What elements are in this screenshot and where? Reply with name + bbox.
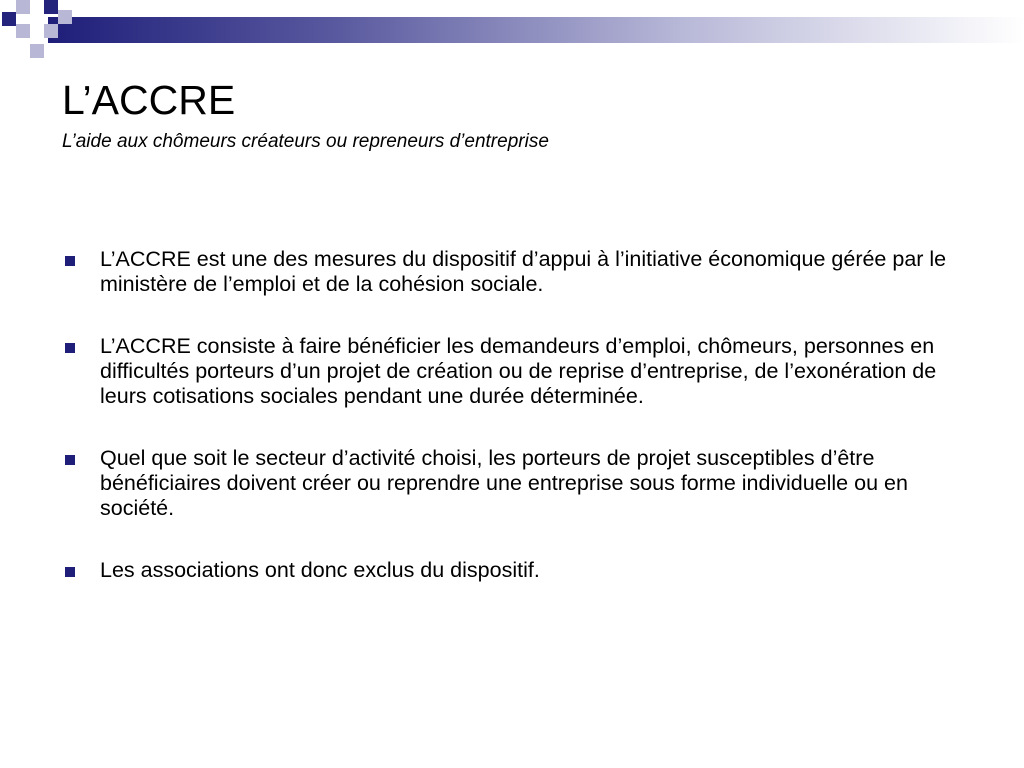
bullet-item — [0, 247, 1024, 297]
decor-square — [30, 44, 44, 58]
square-bullet-icon — [65, 256, 75, 266]
header-gradient-bar — [48, 17, 1024, 43]
square-bullet-icon — [65, 567, 75, 577]
decor-square — [16, 0, 30, 14]
bullet-text: L’ACCRE consiste à faire bénéficier les demandeurs d’emploi, chômeurs, personnes en difficultés porteurs d’un projet de création ou de reprise d’entreprise, de l’exonération de leurs cotisations sociales pendant une durée déterminée. — [100, 334, 937, 408]
decor-square — [44, 24, 58, 38]
bullet-item — [0, 558, 1024, 583]
bullet-text: Les associations ont donc exclus du dispositif. — [100, 558, 540, 582]
decor-square — [16, 24, 30, 38]
bullet-item — [0, 334, 1024, 409]
slide-title: L’ACCRE — [62, 77, 236, 123]
bullet-item — [0, 446, 1024, 521]
bullet-text: L’ACCRE est une des mesures du dispositif d’appui à l’initiative économique gérée par le ministère de l’emploi et de la cohésion sociale. — [100, 247, 947, 296]
decor-square — [30, 24, 44, 38]
slide-subtitle: L’aide aux chômeurs créateurs ou repreneurs d’entreprise — [62, 131, 549, 152]
square-bullet-icon — [65, 343, 75, 353]
bullet-list — [0, 247, 1024, 620]
square-bullet-icon — [65, 455, 75, 465]
decor-square — [58, 10, 72, 24]
decor-square — [44, 0, 58, 14]
bullet-text: Quel que soit le secteur d’activité choisi, les porteurs de projet susceptibles d’être bénéficiaires doivent créer ou reprendre une entreprise sous forme individuelle ou en société. — [100, 446, 908, 520]
decor-square — [2, 12, 16, 26]
